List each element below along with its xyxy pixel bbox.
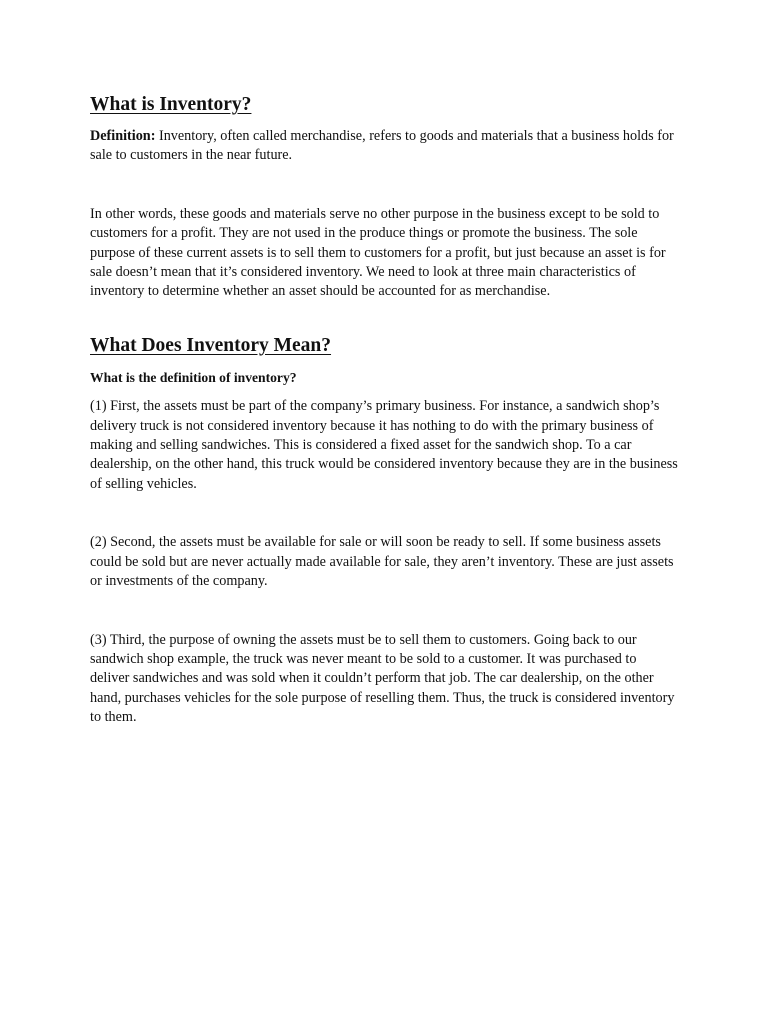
section-heading-what-is-inventory: What is Inventory? bbox=[90, 94, 252, 115]
explanation-paragraph: In other words, these goods and materials serve no other purpose in the business except to be sold to customers for a profit. They are not used in the produce things or promote the business. The sole purpose of these current assets is to sell them to customers for a profit, but just because an asset is for sale doesn’t mean that it’s considered inventory. We need to look at three main characteristics of inventory to determine whether an asset should be accounted for as merchandise. bbox=[90, 205, 666, 300]
document-page bbox=[90, 92, 678, 728]
point-3-paragraph: (3) Third, the purpose of owning the assets must be to sell them to customers. Going back to our sandwich shop example, the truck was never meant to be sold to a customer. It was purchased to deliver sandwiches and was sold when it couldn’t perform that job. The car dealership, on the other hand, purchases vehicles for the sole purpose of reselling them. Thus, the truck is considered inventory to them. bbox=[90, 631, 675, 726]
definition-term: Definition: bbox=[90, 128, 156, 144]
point-2-paragraph: (2) Second, the assets must be available for sale or will soon be ready to sell. If some business assets could be sold but are never actually made available for sale, they aren’t inventory. These are just assets or investments of the company. bbox=[90, 534, 674, 590]
definition-paragraph bbox=[90, 127, 678, 166]
section-heading-what-does-inventory-mean: What Does Inventory Mean? bbox=[90, 334, 332, 356]
definition-subheading: What is the definition of inventory? bbox=[90, 369, 297, 385]
point-1-paragraph: (1) First, the assets must be part of the company’s primary business. For instance, a sandwich shop’s delivery truck is not considered inventory because it has nothing to do with the primary business of making and selling sandwiches. This is considered a fixed asset for the sandwich shop. To a car dealership, on the other hand, this truck would be considered inventory because they are in the business of selling vehicles. bbox=[90, 398, 678, 492]
definition-text: Inventory, often called merchandise, refers to goods and materials that a business holds for sale to customers in the near future. bbox=[90, 128, 674, 164]
